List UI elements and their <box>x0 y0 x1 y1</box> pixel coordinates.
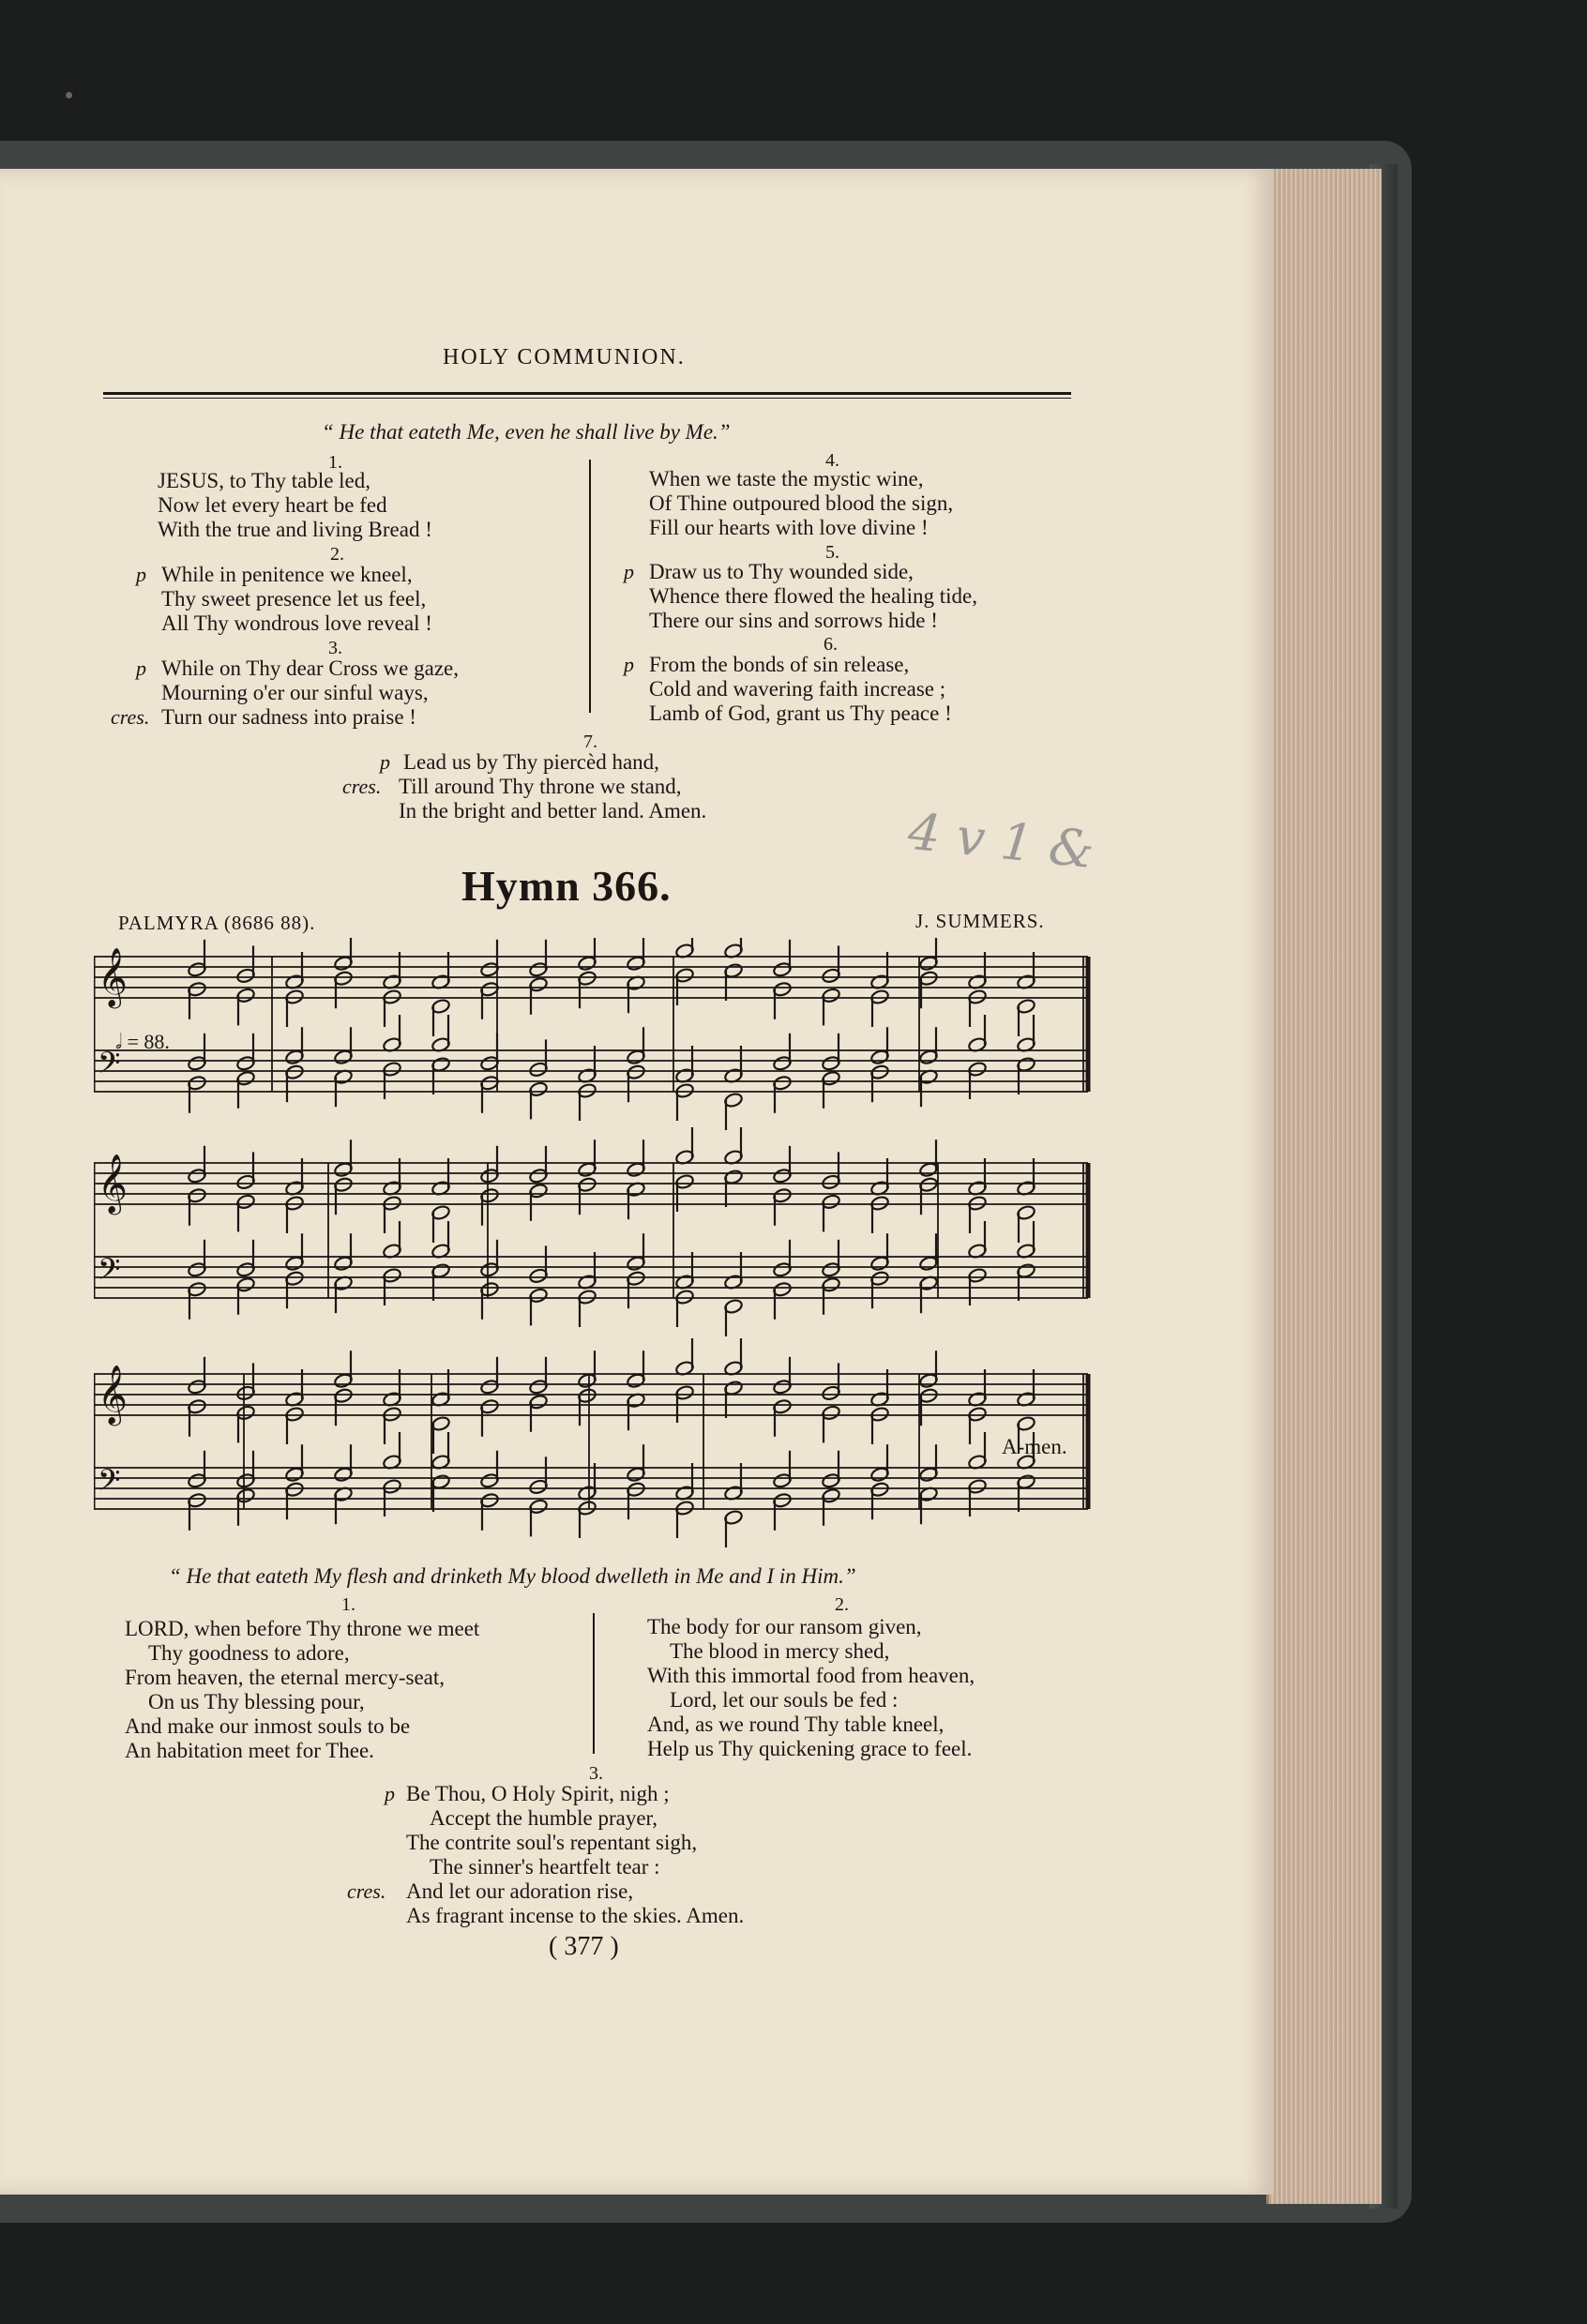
verse-line: The contrite soul's repentant sigh, <box>406 1831 698 1854</box>
page-header: HOLY COMMUNION. <box>443 345 686 370</box>
composer: J. SUMMERS. <box>915 910 1045 932</box>
verse-line: Accept the humble prayer, <box>430 1806 658 1830</box>
verse-line: Now let every heart be fed <box>158 493 387 517</box>
verse-line: There our sins and sorrows hide ! <box>649 609 938 632</box>
verse-number: 4. <box>825 450 839 471</box>
verse-line: Turn our sadness into praise ! <box>161 705 416 729</box>
verse-line: As fragrant incense to the skies. Amen. <box>406 1904 745 1927</box>
verse-number: 2. <box>835 1594 849 1615</box>
verse-line: Draw us to Thy wounded side, <box>649 560 914 583</box>
verse-line: In the bright and better land. Amen. <box>399 799 707 822</box>
verse-line: Of Thine outpoured blood the sign, <box>649 491 954 515</box>
dynamic-mark: p <box>136 656 146 680</box>
tune-name: PALMYRA (8686 88). <box>118 912 316 934</box>
treble-clef: 𝄞 <box>98 947 128 1006</box>
dynamic-mark: cres. <box>342 775 382 798</box>
hymn-title: Hymn 366. <box>461 862 672 910</box>
verse-line: On us Thy blessing pour, <box>148 1690 365 1713</box>
verse-line: The sinner's heartfelt tear : <box>430 1855 660 1879</box>
verse-line: Thy goodness to adore, <box>148 1641 350 1665</box>
dynamic-mark: cres. <box>347 1879 386 1903</box>
verse-line: Till around Thy throne we stand, <box>399 775 682 798</box>
verse-line: Lamb of God, grant us Thy peace ! <box>649 702 952 725</box>
verse-line: LORD, when before Thy throne we meet <box>125 1617 480 1640</box>
dynamic-mark: p <box>385 1782 395 1805</box>
header-rule <box>103 392 1071 395</box>
verse-number: 7. <box>583 732 597 752</box>
tempo-mark: 𝅗𝅥 = 88. <box>115 1030 170 1053</box>
verse-line: The blood in mercy shed, <box>670 1639 890 1663</box>
verse-line: JESUS, to Thy table led, <box>158 469 371 492</box>
verse-line: Help us Thy quickening grace to feel. <box>647 1737 973 1760</box>
treble-clef: 𝄞 <box>98 1365 128 1424</box>
dynamic-mark: p <box>136 563 146 586</box>
verse-number: 1. <box>341 1594 355 1615</box>
verse-number: 1. <box>328 452 342 473</box>
verse-line: Fill our hearts with love divine ! <box>649 516 929 539</box>
header-rule-thin <box>103 398 1071 399</box>
verse-line: From heaven, the eternal mercy-seat, <box>125 1666 446 1689</box>
verse-line: From the bonds of sin release, <box>649 653 910 676</box>
verse-number: 3. <box>589 1763 603 1784</box>
verse-line: Whence there flowed the healing tide, <box>649 584 977 608</box>
hymn366-epigraph: “ He that eateth My flesh and drinketh My blood dwelleth in Me and I in Him.” <box>169 1564 856 1588</box>
bass-clef: 𝄢 <box>98 1252 121 1293</box>
bass-clef: 𝄢 <box>98 1046 121 1087</box>
column-divider <box>589 460 591 713</box>
amen-lyric: A-men. <box>1002 1435 1067 1458</box>
verse-number: 5. <box>825 542 839 563</box>
verse-line: And let our adoration rise, <box>406 1879 634 1903</box>
verse-line: Thy sweet presence let us feel, <box>161 587 427 611</box>
verse-line: And make our inmost souls to be <box>125 1714 411 1738</box>
verse-line: With the true and living Bread ! <box>158 518 432 541</box>
verse-line: While in penitence we kneel, <box>161 563 413 586</box>
music-score <box>94 938 1097 1557</box>
verse-line: Cold and wavering faith increase ; <box>649 677 946 701</box>
verse-number: 6. <box>824 634 838 655</box>
dynamic-mark: p <box>380 750 390 774</box>
verse-line: Lord, let our souls be fed : <box>670 1688 899 1712</box>
verse-line: When we taste the mystic wine, <box>649 467 924 490</box>
dust-speck <box>66 92 72 98</box>
verse-number: 2. <box>330 544 344 565</box>
verse-line: The body for our ransom given, <box>647 1615 922 1638</box>
verse-line: While on Thy dear Cross we gaze, <box>161 656 460 680</box>
treble-clef: 𝄞 <box>98 1154 128 1213</box>
verse-line: And, as we round Thy table kneel, <box>647 1713 945 1736</box>
verse-line: Mourning o'er our sinful ways, <box>161 681 429 704</box>
pencil-annotation: 4 v 1 & <box>905 801 1097 881</box>
verse-line: Lead us by Thy piercèd hand, <box>403 750 659 774</box>
dynamic-mark: cres. <box>111 705 150 729</box>
verse-line: An habitation meet for Thee. <box>125 1739 374 1762</box>
page-number: ( 377 ) <box>549 1932 619 1961</box>
verse-line: All Thy wondrous love reveal ! <box>161 611 432 635</box>
page-edges <box>1266 169 1382 2204</box>
dynamic-mark: p <box>624 560 634 583</box>
verse-line: With this immortal food from heaven, <box>647 1664 975 1687</box>
column-divider <box>593 1613 595 1754</box>
hymn365-epigraph: “ He that eateth Me, even he shall live by Me.” <box>322 420 731 444</box>
verse-number: 3. <box>328 638 342 658</box>
verse-line: Be Thou, O Holy Spirit, nigh ; <box>406 1782 670 1805</box>
dynamic-mark: p <box>624 653 634 676</box>
bass-clef: 𝄢 <box>98 1463 121 1504</box>
